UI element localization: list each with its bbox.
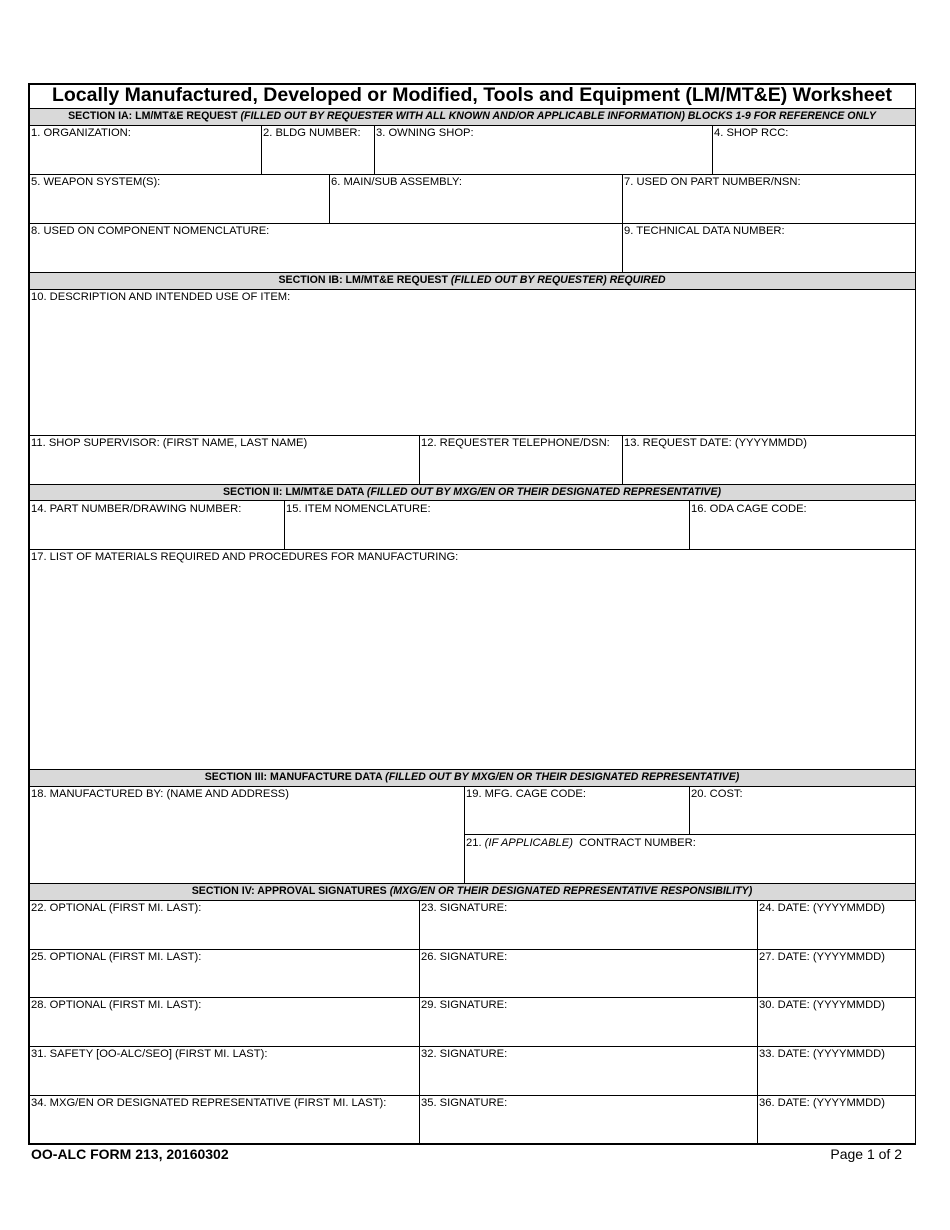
date-field-5[interactable] bbox=[759, 1112, 912, 1141]
mfg-cage-code-field[interactable] bbox=[466, 803, 687, 831]
mxg-representative-label: 34. MXG/EN OR DESIGNATED REPRESENTATIVE (FIRST MI. LAST): bbox=[31, 1097, 387, 1109]
used-on-part-number-label: 7. USED ON PART NUMBER/NSN: bbox=[624, 176, 801, 188]
mfg-cage-code-label: 19. MFG. CAGE CODE: bbox=[466, 788, 586, 800]
optional-name-label-2: 25. OPTIONAL (FIRST MI. LAST): bbox=[31, 951, 202, 963]
contract-number-field[interactable] bbox=[466, 852, 912, 880]
safety-name-label: 31. SAFETY [OO-ALC/SEO] (FIRST MI. LAST): bbox=[31, 1048, 268, 1060]
section-iii-header: SECTION III: MANUFACTURE DATA (FILLED OUT BY MXG/EN OR THEIR DESIGNATED REPRESENTATIVE) bbox=[204, 771, 740, 783]
date-field-2[interactable] bbox=[759, 966, 912, 994]
optional-name-label-3: 28. OPTIONAL (FIRST MI. LAST): bbox=[31, 999, 202, 1011]
signature-field-1[interactable] bbox=[421, 917, 755, 946]
owning-shop-label: 3. OWNING SHOP: bbox=[376, 127, 474, 139]
description-label: 10. DESCRIPTION AND INTENDED USE OF ITEM: bbox=[31, 291, 291, 303]
date-label-5: 36. DATE: (YYYYMMDD) bbox=[759, 1097, 885, 1109]
organization-label: 1. ORGANIZATION: bbox=[31, 127, 131, 139]
shop-rcc-label: 4. SHOP RCC: bbox=[714, 127, 789, 139]
main-sub-assembly-label: 6. MAIN/SUB ASSEMBLY: bbox=[331, 176, 462, 188]
form-title: Locally Manufactured, Developed or Modified, Tools and Equipment (LM/MT&E) Worksheet bbox=[51, 84, 892, 106]
manufactured-by-field[interactable] bbox=[31, 803, 462, 880]
technical-data-number-field[interactable] bbox=[624, 240, 912, 268]
contract-number-label: 21. (IF APPLICABLE) CONTRACT NUMBER: bbox=[466, 837, 696, 849]
section-iv-header: SECTION IV: APPROVAL SIGNATURES (MXG/EN OR THEIR DESIGNATED REPRESENTATIVE RESPONSIBILITY) bbox=[191, 885, 753, 897]
optional-name-field-3[interactable] bbox=[31, 1014, 417, 1043]
section-ii-header: SECTION II: LM/MT&E DATA (FILLED OUT BY MXG/EN OR THEIR DESIGNATED REPRESENTATIVE) bbox=[222, 486, 722, 498]
request-date-field[interactable] bbox=[624, 452, 912, 480]
bldg-number-field[interactable] bbox=[263, 142, 372, 170]
cost-label: 20. COST: bbox=[691, 788, 743, 800]
weapon-systems-label: 5. WEAPON SYSTEM(S): bbox=[31, 176, 161, 188]
requester-telephone-label: 12. REQUESTER TELEPHONE/DSN: bbox=[421, 437, 610, 449]
manufactured-by-label: 18. MANUFACTURED BY: (NAME AND ADDRESS) bbox=[31, 788, 289, 800]
weapon-systems-field[interactable] bbox=[31, 191, 327, 219]
materials-list-field[interactable] bbox=[31, 566, 912, 766]
shop-rcc-field[interactable] bbox=[714, 142, 912, 170]
bldg-number-label: 2. BLDG NUMBER: bbox=[263, 127, 361, 139]
component-nomenclature-label: 8. USED ON COMPONENT NOMENCLATURE: bbox=[31, 225, 270, 237]
owning-shop-field[interactable] bbox=[376, 142, 710, 170]
optional-name-field-1[interactable] bbox=[31, 917, 417, 946]
signature-label-3: 29. SIGNATURE: bbox=[421, 999, 508, 1011]
page-number: Page 1 of 2 bbox=[830, 1146, 902, 1162]
outer-border-bottom bbox=[28, 1143, 916, 1145]
signature-field-5[interactable] bbox=[421, 1112, 755, 1141]
cost-field[interactable] bbox=[691, 803, 912, 831]
shop-supervisor-label: 11. SHOP SUPERVISOR: (FIRST NAME, LAST NAME) bbox=[31, 437, 308, 449]
signature-field-4[interactable] bbox=[421, 1063, 755, 1092]
oda-cage-code-label: 16. ODA CAGE CODE: bbox=[691, 503, 807, 515]
date-field-4[interactable] bbox=[759, 1063, 912, 1092]
date-label-1: 24. DATE: (YYYYMMDD) bbox=[759, 902, 885, 914]
oda-cage-code-field[interactable] bbox=[691, 518, 912, 546]
optional-name-field-2[interactable] bbox=[31, 966, 417, 994]
section-ib-header: SECTION IB: LM/MT&E REQUEST (FILLED OUT BY REQUESTER) REQUIRED bbox=[278, 274, 666, 286]
part-number-field[interactable] bbox=[31, 518, 282, 546]
signature-label-5: 35. SIGNATURE: bbox=[421, 1097, 508, 1109]
part-number-label: 14. PART NUMBER/DRAWING NUMBER: bbox=[31, 503, 242, 515]
used-on-part-number-field[interactable] bbox=[624, 191, 912, 219]
item-nomenclature-field[interactable] bbox=[286, 518, 687, 546]
component-nomenclature-field[interactable] bbox=[31, 240, 620, 268]
technical-data-number-label: 9. TECHNICAL DATA NUMBER: bbox=[624, 225, 785, 237]
request-date-label: 13. REQUEST DATE: (YYYYMMDD) bbox=[624, 437, 807, 449]
date-field-1[interactable] bbox=[759, 917, 912, 946]
section-ia-header: SECTION IA: LM/MT&E REQUEST (FILLED OUT BY REQUESTER WITH ALL KNOWN AND/OR APPLICABLE INFORMATION) BLOCKS 1-9 FOR REFERENCE ONLY bbox=[68, 110, 876, 122]
outer-border-left bbox=[28, 83, 30, 1144]
materials-list-label: 17. LIST OF MATERIALS REQUIRED AND PROCEDURES FOR MANUFACTURING: bbox=[31, 551, 459, 563]
optional-name-label-1: 22. OPTIONAL (FIRST MI. LAST): bbox=[31, 902, 202, 914]
main-sub-assembly-field[interactable] bbox=[331, 191, 620, 219]
date-label-3: 30. DATE: (YYYYMMDD) bbox=[759, 999, 885, 1011]
mxg-representative-field[interactable] bbox=[31, 1112, 417, 1141]
outer-border-right bbox=[915, 83, 917, 1144]
form-number: OO-ALC FORM 213, 20160302 bbox=[31, 1146, 229, 1162]
signature-field-3[interactable] bbox=[421, 1014, 755, 1043]
signature-label-4: 32. SIGNATURE: bbox=[421, 1048, 508, 1060]
date-label-2: 27. DATE: (YYYYMMDD) bbox=[759, 951, 885, 963]
signature-label-1: 23. SIGNATURE: bbox=[421, 902, 508, 914]
signature-field-2[interactable] bbox=[421, 966, 755, 994]
organization-field[interactable] bbox=[31, 142, 259, 170]
description-field[interactable] bbox=[31, 306, 912, 432]
date-label-4: 33. DATE: (YYYYMMDD) bbox=[759, 1048, 885, 1060]
date-field-3[interactable] bbox=[759, 1014, 912, 1043]
safety-name-field[interactable] bbox=[31, 1063, 417, 1092]
item-nomenclature-label: 15. ITEM NOMENCLATURE: bbox=[286, 503, 431, 515]
requester-telephone-field[interactable] bbox=[421, 452, 620, 480]
signature-label-2: 26. SIGNATURE: bbox=[421, 951, 508, 963]
shop-supervisor-field[interactable] bbox=[31, 452, 417, 480]
